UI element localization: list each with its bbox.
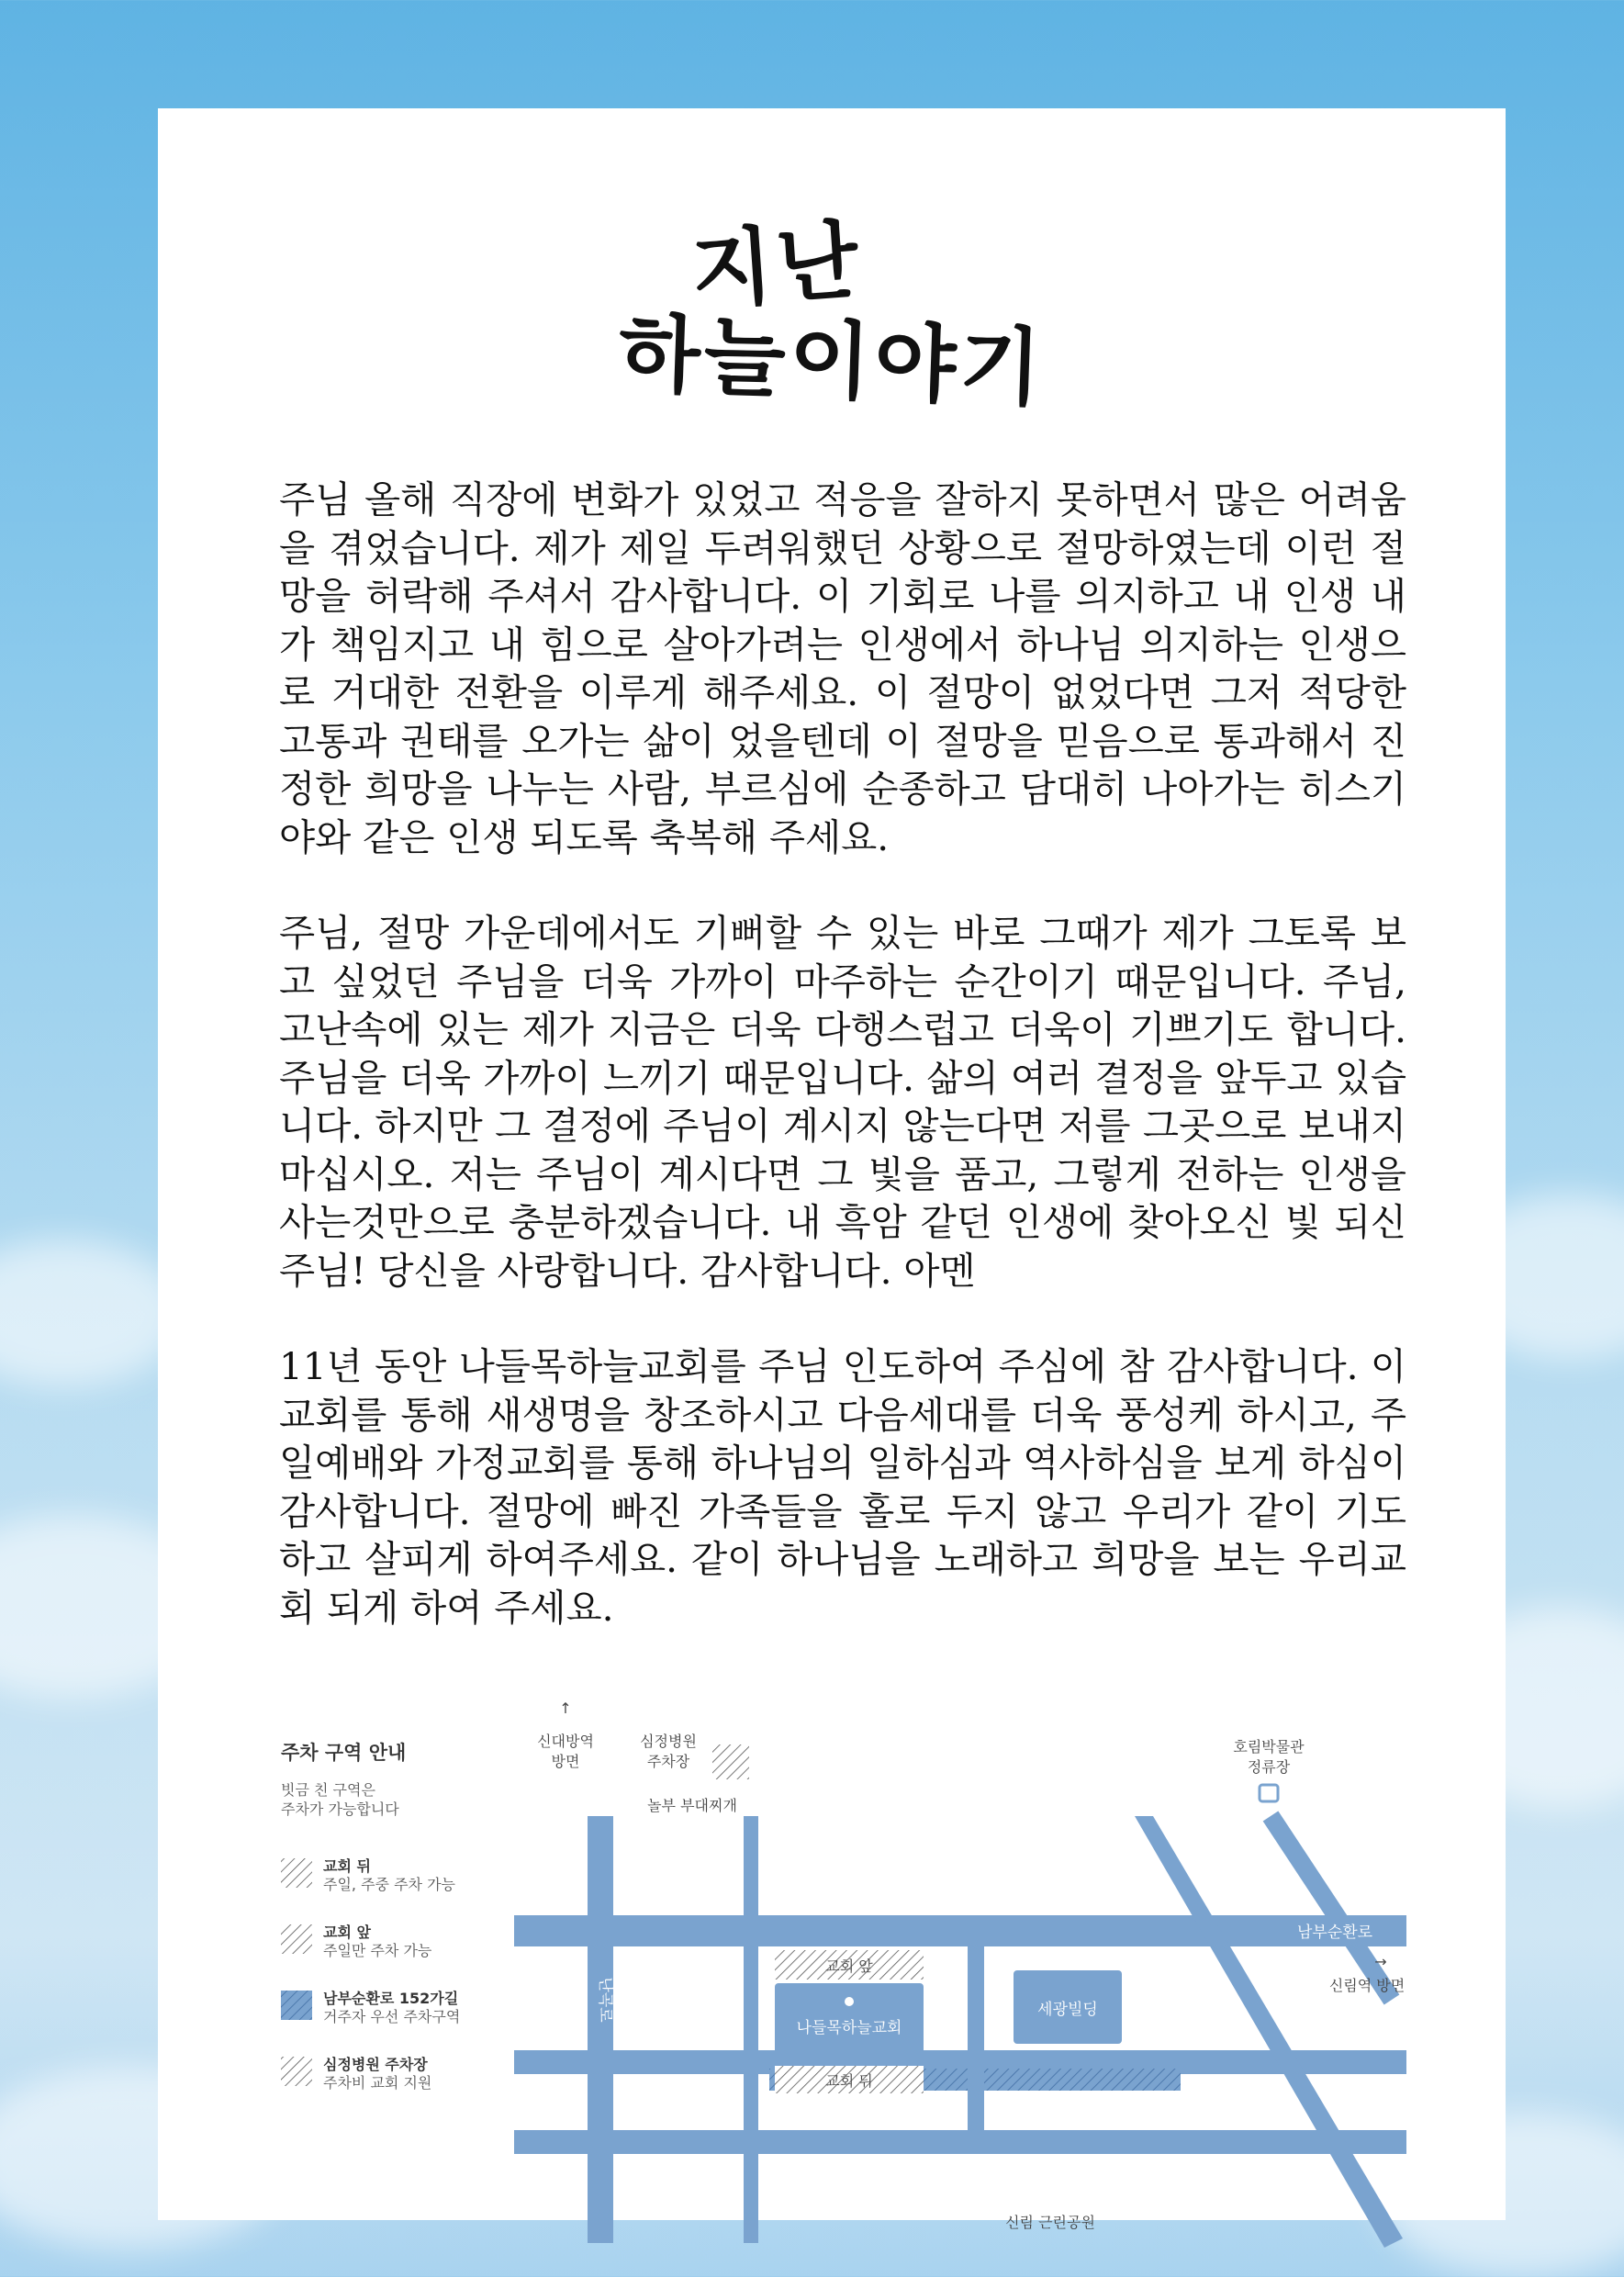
label-museum-1: 호림박물관 bbox=[1233, 1738, 1305, 1755]
legend-subtitle-1: 빗금 친 구역은 bbox=[281, 1781, 375, 1799]
prayer-text bbox=[279, 476, 1406, 1679]
legend-swatch-resident-parking bbox=[281, 1991, 312, 2020]
road-nangok bbox=[588, 1816, 613, 2243]
parking-map-svg bbox=[279, 1697, 1408, 2248]
legend-item-3-desc: 거주자 우선 주차구역 bbox=[323, 2008, 461, 2025]
road-lower bbox=[514, 2130, 1406, 2154]
label-church: 나들목하늘교회 bbox=[796, 2019, 902, 2037]
legend-item-2-desc: 주일만 주차 가능 bbox=[323, 1942, 432, 1959]
page-title bbox=[158, 210, 1506, 419]
label-nangok-road: 난곡로 bbox=[596, 1977, 614, 2023]
legend-subtitle-2: 주차가 가능합니다 bbox=[281, 1800, 399, 1818]
church-marker-icon bbox=[845, 1997, 854, 2006]
hospital-parking bbox=[712, 1744, 749, 1779]
road-nambu-sunhwan bbox=[514, 1915, 1406, 1946]
label-nambu-road: 남부순환로 bbox=[1296, 1924, 1373, 1942]
label-sindaebang-1: 신대방역 bbox=[537, 1733, 594, 1750]
legend-item-2-name: 교회 앞 bbox=[323, 1924, 371, 1941]
legend-item-4-name: 심정병원 주차장 bbox=[323, 2056, 428, 2073]
paragraph-1: 주님 올해 직장에 변화가 있었고 적응을 잘하지 못하면서 많은 어려움을 겪었습니다. 제가 제일 두려워했던 상황으로 절망하였는데 이런 절망을 허락해 주셔서 감사합니다. 이 기회로 나를 의지하고 내 인생 내가 책임지고 내 힘으로 살아가려는 인생에서 하나님 의지하는 인생으로 거대한 전환을 이루게 해주세요. 이 절망이 없었다면 그저 적당한 고통과 권태를 오가는 삶이 었을텐데 이 절망을 믿음으로 통과해서 진정한 희망을 나누는 사람, 부르심에 순종하고 담대히 나아가는 히스기야와 같은 인생 되도록 축복해 주세요. bbox=[279, 477, 1406, 859]
label-hospital-1: 심정병원 bbox=[640, 1733, 697, 1750]
label-church-back: 교회 뒤 bbox=[825, 2072, 873, 2090]
legend-item-3-name: 남부순환로 152가길 bbox=[323, 1990, 459, 2007]
label-hospital-2: 주차장 bbox=[646, 1753, 690, 1770]
label-sillim-station: 신림역 방면 bbox=[1328, 1977, 1406, 1994]
legend-item-1-desc: 주일, 주중 주차 가능 bbox=[323, 1876, 455, 1893]
arrow-up-icon: ↑ bbox=[559, 1699, 572, 1717]
label-park: 신림 근린공원 bbox=[1005, 2214, 1095, 2231]
road-vertical-3 bbox=[968, 1946, 984, 2130]
legend-item-1-name: 교회 뒤 bbox=[323, 1857, 371, 1875]
label-sindaebang-2: 방면 bbox=[551, 1753, 580, 1770]
road-vertical-2 bbox=[744, 1816, 758, 2243]
document-page bbox=[158, 108, 1506, 2231]
legend-item-4-desc: 주차비 교회 지원 bbox=[323, 2074, 432, 2092]
bus-stop-icon bbox=[1260, 1785, 1278, 1801]
arrow-right-icon: → bbox=[1374, 1953, 1387, 1970]
legend-swatch-church-front bbox=[281, 1924, 312, 1954]
label-church-front: 교회 앞 bbox=[825, 1957, 873, 1975]
legend-swatch-hospital-parking bbox=[281, 2057, 312, 2086]
cloud bbox=[0, 1239, 184, 1386]
legend-swatch-church-back bbox=[281, 1858, 312, 1888]
paragraph-3: 11년 동안 나들목하늘교회를 주님 인도하여 주심에 참 감사합니다. 이 교회를 통해 새생명을 창조하시고 다음세대를 더욱 풍성케 하시고, 주일예배와 가정교회를 통해 하나님의 일하심과 역사하심을 보게 하심이 감사합니다. 절망에 빠진 가족들을 홀로 두지 않고 우리가 같이 기도 하고 살피게 하여주세요. 같이 하나님을 노래하고 희망을 보는 우리교회 되게 하여 주세요. bbox=[279, 1344, 1406, 1630]
title-line-1: 지난 bbox=[688, 210, 866, 321]
road-diagonal-1 bbox=[1271, 1816, 1392, 2000]
label-building: 세광빌딩 bbox=[1037, 2001, 1098, 2019]
paragraph-2: 주님, 절망 가운데에서도 기뻐할 수 있는 바로 그때가 제가 그토록 보고 싶었던 주님을 더욱 가까이 마주하는 순간이기 때문입니다. 주님, 고난속에 있는 제가 지금은 더욱 다행스럽고 더욱이 기쁘기도 합니다. 주님을 더욱 가까이 느끼기 때문입니다. 삶의 여러 결정을 앞두고 있습니다. 하지만 그 결정에 주님이 계시지 않는다면 저를 그곳으로 보내지 마십시오. 저는 주님이 계시다면 그 빛을 품고, 그렇게 전하는 인생을 사는것만으로 충분하겠습니다. 내 흑암 같던 인생에 찾아오신 빛 되신 주님! 당신을 사랑합니다. 감사합니다. 아멘 bbox=[279, 911, 1406, 1293]
label-restaurant: 놀부 부대찌개 bbox=[647, 1797, 737, 1814]
label-museum-2: 정류장 bbox=[1247, 1758, 1291, 1776]
road-diagonal-main bbox=[1135, 1816, 1406, 2248]
legend-title: 주차 구역 안내 bbox=[281, 1742, 407, 1764]
parking-map bbox=[279, 1697, 1408, 2251]
title-line-2: 하늘이야기 bbox=[617, 304, 1047, 419]
